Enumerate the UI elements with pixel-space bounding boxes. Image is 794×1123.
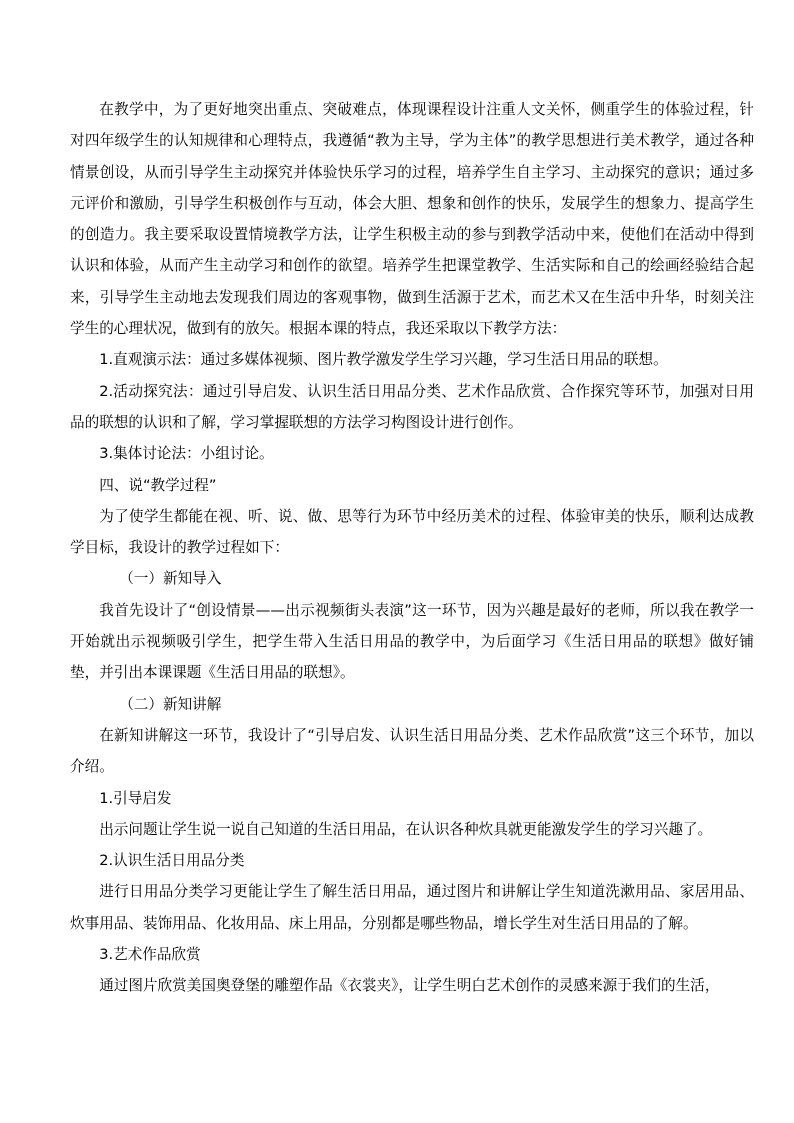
topic-paragraph-3: 通过图片欣赏美国奥登堡的雕塑作品《衣裳夹》，让学生明白艺术创作的灵感来源于我们的生活， bbox=[99, 977, 720, 995]
method-item-3: 3.集体讨论法：小组讨论。 bbox=[99, 445, 274, 463]
topic-paragraph-1: 出示问题让学生说一说自己知道的生活日用品，在认识各种炊具就更能激发学生的学习兴趣了。 bbox=[99, 820, 713, 838]
method-item-1: 1.直观演示法：通过多媒体视频、图片教学激发学生学习兴趣，学习生活日用品的联想。 bbox=[99, 351, 668, 369]
topic-paragraph-2: 进行日用品分类学习更能让学生了解生活日用品，通过图片和讲解让学生知道洗漱用品、家居用品、炊事用品、装饰用品、化妆用品、床上用品，分别都是哪些物品，增长学生对生活日用品的了解。 bbox=[70, 883, 754, 932]
section-heading-4: 四、说“教学过程” bbox=[99, 476, 217, 494]
method-item-2: 2.活动探究法：通过引导启发、认识生活日用品分类、艺术作品欣赏、合作探究等环节，加强对日用品的联想的认识和了解，学习掌握联想的方法学习构图设计进行创作。 bbox=[70, 382, 754, 431]
document-body bbox=[70, 94, 754, 1002]
topic-heading-2: 2.认识生活日用品分类 bbox=[99, 852, 245, 870]
intro-paragraph: 在教学中，为了更好地突出重点、突破难点，体现课程设计注重人文关怀，侧重学生的体验过程，针对四年级学生的认知规律和心理特点，我遵循“教为主导，学为主体”的教学思想进行美术教学，通过各种情景创设，从而引导学生主动探究并体验快乐学习的过程，培养学生自主学习、主动探究的意识；通过多元评价和激励，引导学生积极创作与互动，体会大胆、想象和创作的快乐，发展学生的想象力、提高学生的创造力。我主要采取设置情境教学方法，让学生积极主动的参与到教学活动中来，使他们在活动中得到认识和体验，从而产生主动学习和创作的欲望。培养学生把课堂教学、生活实际和自己的绘画经验结合起来，引导学生主动地去发现我们周边的客观事物，做到生活源于艺术，而艺术又在生活中升华，时刻关注学生的心理状况，做到有的放矢。根据本课的特点，我还采取以下教学方法： bbox=[70, 101, 754, 338]
explanation-paragraph: 在新知讲解这一环节，我设计了“引导启发、认识生活日用品分类、艺术作品欣赏”这三个环节，加以介绍。 bbox=[70, 726, 754, 776]
subsection-heading-2: （二）新知讲解 bbox=[119, 695, 222, 713]
introduction-paragraph: 我首先设计了“创设情景——出示视频街头表演”这一环节，因为兴趣是最好的老师，所以我在教学一开始就出示视频吸引学生，把学生带入生活日用品的教学中，为后面学习《生活日用品的联想》做好铺垫，并引出本课课题《生活日用品的联想》。 bbox=[70, 601, 754, 682]
topic-heading-1: 1.引导启发 bbox=[99, 789, 172, 807]
subsection-heading-1: （一）新知导入 bbox=[119, 570, 222, 588]
process-intro-paragraph: 为了使学生都能在视、听、说、做、思等行为环节中经历美术的过程、体验审美的快乐，顺利达成教学目标，我设计的教学过程如下： bbox=[70, 507, 754, 557]
topic-heading-3: 3.艺术作品欣赏 bbox=[99, 946, 201, 964]
